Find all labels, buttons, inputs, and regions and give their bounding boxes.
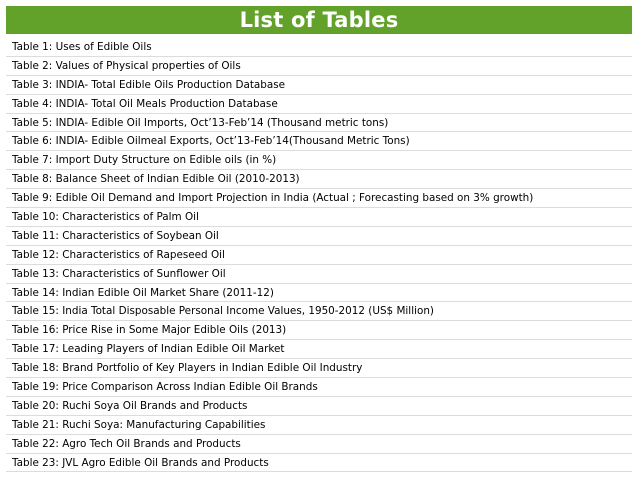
list-item: Table 2: Values of Physical properties of Oils xyxy=(6,57,632,76)
list-item: Table 9: Edible Oil Demand and Import Projection in India (Actual ; Forecasting based on 3% growth) xyxy=(6,189,632,208)
list-item: Table 22: Agro Tech Oil Brands and Products xyxy=(6,435,632,454)
list-item: Table 12: Characteristics of Rapeseed Oil xyxy=(6,246,632,265)
list-item: Table 20: Ruchi Soya Oil Brands and Products xyxy=(6,397,632,416)
list-item: Table 6: INDIA- Edible Oilmeal Exports, Oct’13-Feb’14(Thousand Metric Tons) xyxy=(6,132,632,151)
list-item: Table 15: India Total Disposable Personal Income Values, 1950-2012 (US$ Million) xyxy=(6,302,632,321)
list-item: Table 5: INDIA- Edible Oil Imports, Oct’13-Feb’14 (Thousand metric tons) xyxy=(6,114,632,133)
list-item: Table 18: Brand Portfolio of Key Players in Indian Edible Oil Industry xyxy=(6,359,632,378)
list-item: Table 21: Ruchi Soya: Manufacturing Capabilities xyxy=(6,416,632,435)
list-item: Table 19: Price Comparison Across Indian Edible Oil Brands xyxy=(6,378,632,397)
list-item: Table 8: Balance Sheet of Indian Edible Oil (2010-2013) xyxy=(6,170,632,189)
title-bar xyxy=(6,6,632,34)
list-item: Table 11: Characteristics of Soybean Oil xyxy=(6,227,632,246)
list-item: Table 1: Uses of Edible Oils xyxy=(6,38,632,57)
table-list xyxy=(6,38,632,472)
list-item: Table 4: INDIA- Total Oil Meals Production Database xyxy=(6,95,632,114)
list-item: Table 17: Leading Players of Indian Edible Oil Market xyxy=(6,340,632,359)
list-item: Table 14: Indian Edible Oil Market Share (2011-12) xyxy=(6,284,632,303)
list-item: Table 7: Import Duty Structure on Edible oils (in %) xyxy=(6,151,632,170)
list-item: Table 16: Price Rise in Some Major Edible Oils (2013) xyxy=(6,321,632,340)
list-item: Table 13: Characteristics of Sunflower Oil xyxy=(6,265,632,284)
page-title: List of Tables xyxy=(239,8,399,32)
list-item: Table 23: JVL Agro Edible Oil Brands and Products xyxy=(6,454,632,473)
list-item: Table 3: INDIA- Total Edible Oils Production Database xyxy=(6,76,632,95)
list-item: Table 10: Characteristics of Palm Oil xyxy=(6,208,632,227)
